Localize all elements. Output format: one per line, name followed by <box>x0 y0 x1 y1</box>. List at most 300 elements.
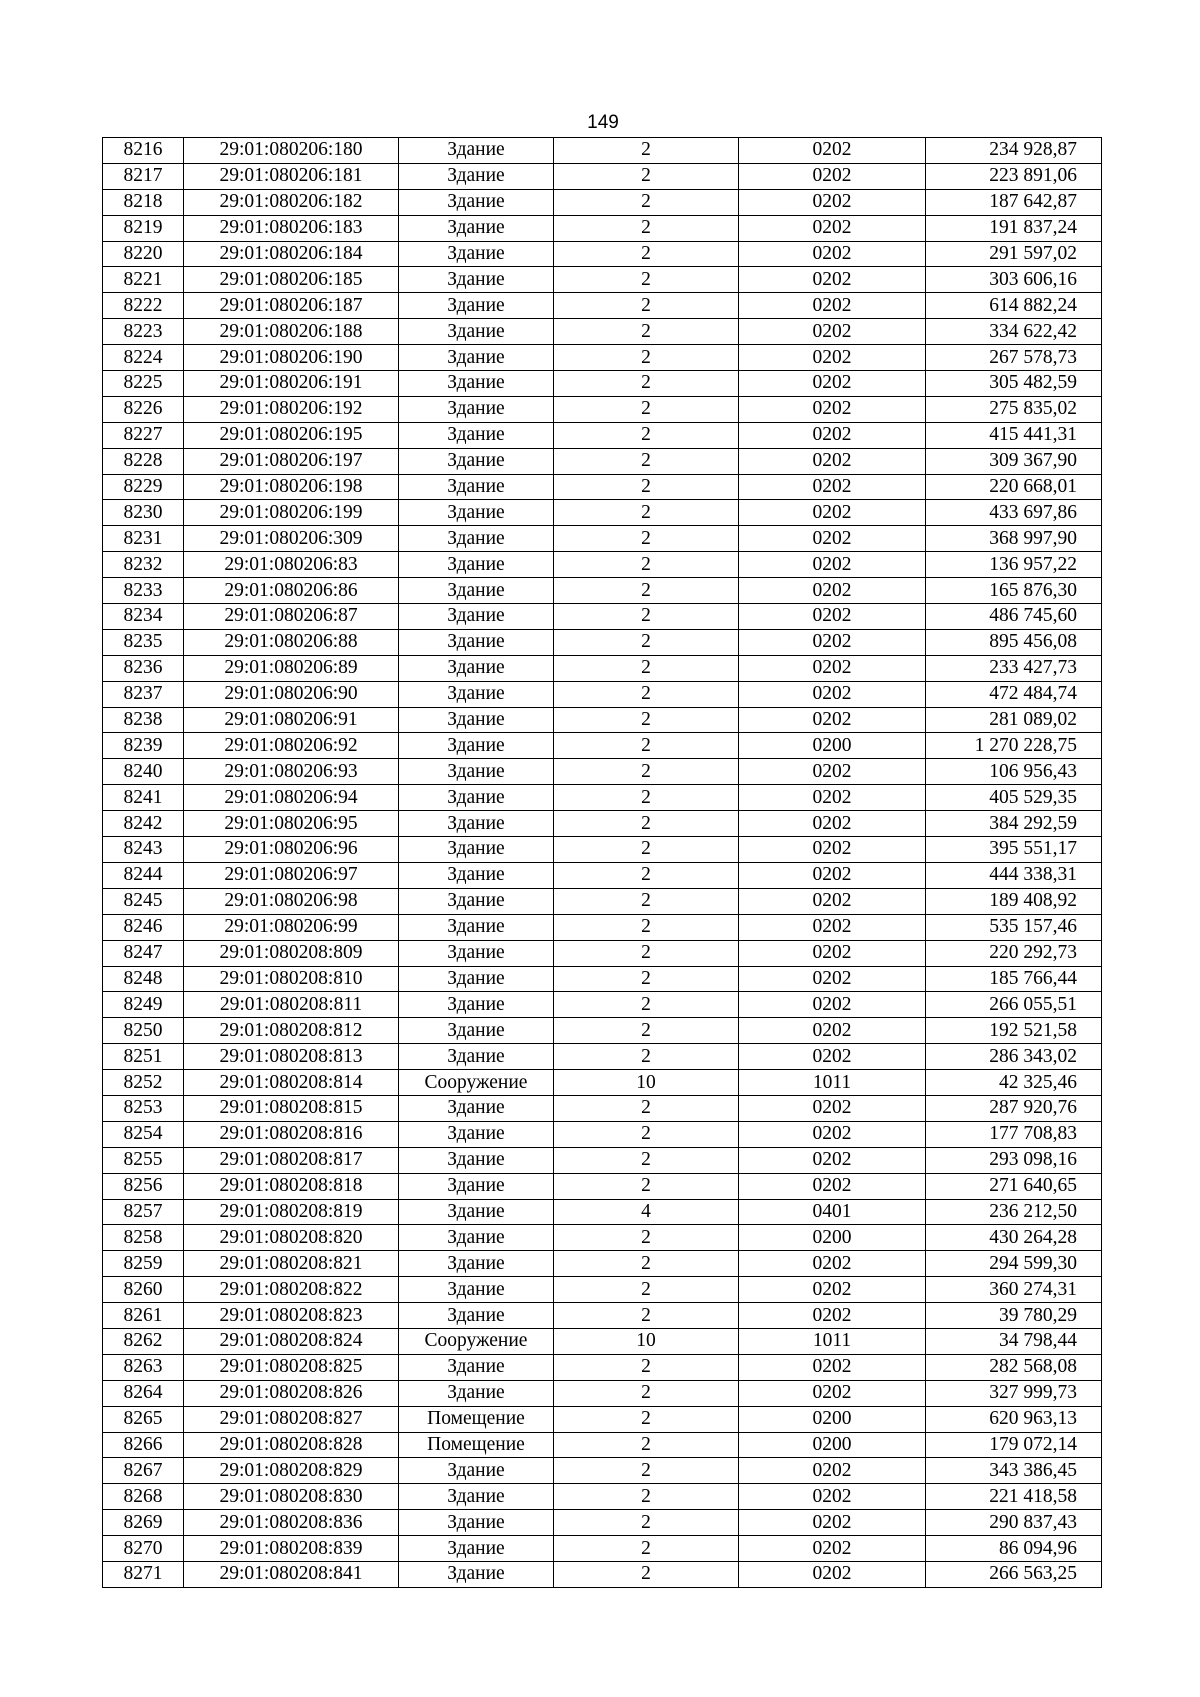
page-number <box>0 111 1200 135</box>
subgroup-code-cell: 0202 <box>739 1095 926 1121</box>
row-number-cell: 8230 <box>103 500 184 526</box>
subgroup-code-cell: 0202 <box>739 1173 926 1199</box>
subgroup-code-cell: 0202 <box>739 422 926 448</box>
row-number-cell: 8269 <box>103 1510 184 1536</box>
cadastral-number-cell: 29:01:080206:93 <box>184 759 399 785</box>
cadastral-number-cell: 29:01:080206:181 <box>184 163 399 189</box>
cadastral-number-cell: 29:01:080206:92 <box>184 733 399 759</box>
table-row <box>103 837 1102 863</box>
cadastral-value-cell: 39 780,29 <box>926 1303 1102 1329</box>
object-type-cell: Здание <box>399 552 554 578</box>
table-row <box>103 1095 1102 1121</box>
cadastral-value-cell: 327 999,73 <box>926 1380 1102 1406</box>
subgroup-code-cell: 0202 <box>739 604 926 630</box>
row-number-cell: 8229 <box>103 474 184 500</box>
object-type-cell: Здание <box>399 1510 554 1536</box>
table-row <box>103 319 1102 345</box>
cadastral-value-cell: 271 640,65 <box>926 1173 1102 1199</box>
object-type-cell: Здание <box>399 396 554 422</box>
table-row <box>103 371 1102 397</box>
table-row <box>103 1536 1102 1562</box>
object-type-cell: Здание <box>399 1225 554 1251</box>
object-type-cell: Здание <box>399 267 554 293</box>
table-row <box>103 163 1102 189</box>
group-code-cell: 2 <box>554 578 739 604</box>
subgroup-code-cell: 0202 <box>739 293 926 319</box>
row-number-cell: 8258 <box>103 1225 184 1251</box>
row-number-cell: 8239 <box>103 733 184 759</box>
table-row <box>103 189 1102 215</box>
cadastral-value-cell: 309 367,90 <box>926 448 1102 474</box>
cadastral-value-cell: 233 427,73 <box>926 655 1102 681</box>
subgroup-code-cell: 0202 <box>739 888 926 914</box>
table-row <box>103 1458 1102 1484</box>
object-type-cell: Здание <box>399 474 554 500</box>
cadastral-value-cell: 220 292,73 <box>926 940 1102 966</box>
object-type-cell: Здание <box>399 862 554 888</box>
cadastral-number-cell: 29:01:080206:94 <box>184 785 399 811</box>
table-row <box>103 345 1102 371</box>
object-type-cell: Здание <box>399 215 554 241</box>
cadastral-value-cell: 343 386,45 <box>926 1458 1102 1484</box>
table-row <box>103 733 1102 759</box>
row-number-cell: 8262 <box>103 1328 184 1354</box>
object-type-cell: Здание <box>399 1018 554 1044</box>
object-type-cell: Здание <box>399 1095 554 1121</box>
cadastral-number-cell: 29:01:080206:83 <box>184 552 399 578</box>
cadastral-number-cell: 29:01:080208:815 <box>184 1095 399 1121</box>
group-code-cell: 2 <box>554 1458 739 1484</box>
subgroup-code-cell: 0202 <box>739 396 926 422</box>
object-type-cell: Здание <box>399 914 554 940</box>
table-row <box>103 578 1102 604</box>
group-code-cell: 2 <box>554 345 739 371</box>
group-code-cell: 2 <box>554 319 739 345</box>
cadastral-value-cell: 620 963,13 <box>926 1406 1102 1432</box>
row-number-cell: 8244 <box>103 862 184 888</box>
row-number-cell: 8240 <box>103 759 184 785</box>
object-type-cell: Здание <box>399 293 554 319</box>
row-number-cell: 8241 <box>103 785 184 811</box>
subgroup-code-cell: 0202 <box>739 1484 926 1510</box>
object-type-cell: Сооружение <box>399 1328 554 1354</box>
row-number-cell: 8251 <box>103 1044 184 1070</box>
group-code-cell: 2 <box>554 1510 739 1536</box>
row-number-cell: 8235 <box>103 629 184 655</box>
row-number-cell: 8224 <box>103 345 184 371</box>
group-code-cell: 2 <box>554 914 739 940</box>
cadastral-value-cell: 305 482,59 <box>926 371 1102 397</box>
table-body <box>103 138 1102 1588</box>
row-number-cell: 8217 <box>103 163 184 189</box>
row-number-cell: 8236 <box>103 655 184 681</box>
row-number-cell: 8246 <box>103 914 184 940</box>
cadastral-value-cell: 234 928,87 <box>926 138 1102 164</box>
subgroup-code-cell: 1011 <box>739 1070 926 1096</box>
row-number-cell: 8231 <box>103 526 184 552</box>
object-type-cell: Здание <box>399 422 554 448</box>
cadastral-value-cell: 179 072,14 <box>926 1432 1102 1458</box>
cadastral-value-cell: 430 264,28 <box>926 1225 1102 1251</box>
cadastral-number-cell: 29:01:080208:819 <box>184 1199 399 1225</box>
table-row <box>103 940 1102 966</box>
row-number-cell: 8226 <box>103 396 184 422</box>
cadastral-number-cell: 29:01:080206:185 <box>184 267 399 293</box>
table-row <box>103 888 1102 914</box>
subgroup-code-cell: 0202 <box>739 785 926 811</box>
object-type-cell: Здание <box>399 1251 554 1277</box>
table-row <box>103 526 1102 552</box>
cadastral-value-cell: 282 568,08 <box>926 1354 1102 1380</box>
cadastral-number-cell: 29:01:080206:91 <box>184 707 399 733</box>
cadastral-value-cell: 165 876,30 <box>926 578 1102 604</box>
cadastral-number-cell: 29:01:080206:97 <box>184 862 399 888</box>
object-type-cell: Здание <box>399 837 554 863</box>
cadastral-number-cell: 29:01:080208:820 <box>184 1225 399 1251</box>
table-row <box>103 966 1102 992</box>
subgroup-code-cell: 0202 <box>739 707 926 733</box>
cadastral-number-cell: 29:01:080208:824 <box>184 1328 399 1354</box>
object-type-cell: Здание <box>399 448 554 474</box>
table-row <box>103 293 1102 319</box>
cadastral-value-cell: 293 098,16 <box>926 1147 1102 1173</box>
cadastral-value-cell: 220 668,01 <box>926 474 1102 500</box>
cadastral-number-cell: 29:01:080206:96 <box>184 837 399 863</box>
cadastral-value-cell: 185 766,44 <box>926 966 1102 992</box>
object-type-cell: Здание <box>399 1303 554 1329</box>
table-row <box>103 1277 1102 1303</box>
table-row <box>103 1328 1102 1354</box>
subgroup-code-cell: 0202 <box>739 629 926 655</box>
group-code-cell: 2 <box>554 759 739 785</box>
object-type-cell: Здание <box>399 138 554 164</box>
subgroup-code-cell: 0202 <box>739 552 926 578</box>
table-row <box>103 1199 1102 1225</box>
cadastral-value-cell: 106 956,43 <box>926 759 1102 785</box>
object-type-cell: Здание <box>399 733 554 759</box>
group-code-cell: 2 <box>554 681 739 707</box>
subgroup-code-cell: 0200 <box>739 1225 926 1251</box>
subgroup-code-cell: 0202 <box>739 1147 926 1173</box>
row-number-cell: 8265 <box>103 1406 184 1432</box>
row-number-cell: 8255 <box>103 1147 184 1173</box>
table-row <box>103 1251 1102 1277</box>
table-row <box>103 1406 1102 1432</box>
group-code-cell: 2 <box>554 163 739 189</box>
row-number-cell: 8233 <box>103 578 184 604</box>
group-code-cell: 2 <box>554 1251 739 1277</box>
group-code-cell: 2 <box>554 837 739 863</box>
cadastral-number-cell: 29:01:080208:836 <box>184 1510 399 1536</box>
subgroup-code-cell: 0202 <box>739 759 926 785</box>
row-number-cell: 8245 <box>103 888 184 914</box>
row-number-cell: 8252 <box>103 1070 184 1096</box>
group-code-cell: 2 <box>554 1303 739 1329</box>
row-number-cell: 8263 <box>103 1354 184 1380</box>
cadastral-value-cell: 42 325,46 <box>926 1070 1102 1096</box>
subgroup-code-cell: 0202 <box>739 811 926 837</box>
table-row <box>103 1303 1102 1329</box>
table-row <box>103 681 1102 707</box>
row-number-cell: 8237 <box>103 681 184 707</box>
cadastral-number-cell: 29:01:080206:198 <box>184 474 399 500</box>
cadastral-number-cell: 29:01:080206:95 <box>184 811 399 837</box>
cadastral-value-cell: 334 622,42 <box>926 319 1102 345</box>
group-code-cell: 2 <box>554 1536 739 1562</box>
subgroup-code-cell: 0202 <box>739 1303 926 1329</box>
object-type-cell: Здание <box>399 189 554 215</box>
object-type-cell: Здание <box>399 604 554 630</box>
cadastral-value-cell: 189 408,92 <box>926 888 1102 914</box>
subgroup-code-cell: 0202 <box>739 655 926 681</box>
row-number-cell: 8267 <box>103 1458 184 1484</box>
cadastral-value-cell: 267 578,73 <box>926 345 1102 371</box>
cadastral-value-cell: 266 563,25 <box>926 1561 1102 1587</box>
group-code-cell: 2 <box>554 888 739 914</box>
subgroup-code-cell: 0202 <box>739 1458 926 1484</box>
subgroup-code-cell: 0202 <box>739 1044 926 1070</box>
cadastral-value-cell: 177 708,83 <box>926 1121 1102 1147</box>
group-code-cell: 2 <box>554 604 739 630</box>
table-row <box>103 500 1102 526</box>
subgroup-code-cell: 0202 <box>739 500 926 526</box>
group-code-cell: 2 <box>554 733 739 759</box>
object-type-cell: Здание <box>399 1380 554 1406</box>
object-type-cell: Здание <box>399 1044 554 1070</box>
cadastral-value-cell: 221 418,58 <box>926 1484 1102 1510</box>
table-row <box>103 914 1102 940</box>
table-row <box>103 215 1102 241</box>
cadastral-number-cell: 29:01:080208:811 <box>184 992 399 1018</box>
group-code-cell: 2 <box>554 500 739 526</box>
row-number-cell: 8219 <box>103 215 184 241</box>
subgroup-code-cell: 0202 <box>739 1536 926 1562</box>
row-number-cell: 8271 <box>103 1561 184 1587</box>
object-type-cell: Помещение <box>399 1406 554 1432</box>
cadastral-value-cell: 472 484,74 <box>926 681 1102 707</box>
cadastral-value-cell: 405 529,35 <box>926 785 1102 811</box>
object-type-cell: Здание <box>399 966 554 992</box>
cadastral-number-cell: 29:01:080206:99 <box>184 914 399 940</box>
cadastral-value-cell: 187 642,87 <box>926 189 1102 215</box>
table-row <box>103 707 1102 733</box>
subgroup-code-cell: 0202 <box>739 267 926 293</box>
subgroup-code-cell: 0202 <box>739 1510 926 1536</box>
cadastral-number-cell: 29:01:080208:828 <box>184 1432 399 1458</box>
table-row <box>103 552 1102 578</box>
cadastral-number-cell: 29:01:080208:817 <box>184 1147 399 1173</box>
row-number-cell: 8247 <box>103 940 184 966</box>
subgroup-code-cell: 0202 <box>739 215 926 241</box>
row-number-cell: 8250 <box>103 1018 184 1044</box>
group-code-cell: 2 <box>554 862 739 888</box>
row-number-cell: 8260 <box>103 1277 184 1303</box>
cadastral-number-cell: 29:01:080208:814 <box>184 1070 399 1096</box>
cadastral-value-cell: 395 551,17 <box>926 837 1102 863</box>
object-type-cell: Здание <box>399 1561 554 1587</box>
cadastral-number-cell: 29:01:080208:813 <box>184 1044 399 1070</box>
object-type-cell: Здание <box>399 163 554 189</box>
object-type-cell: Здание <box>399 500 554 526</box>
cadastral-value-cell: 192 521,58 <box>926 1018 1102 1044</box>
group-code-cell: 2 <box>554 1277 739 1303</box>
table-row <box>103 138 1102 164</box>
table-row <box>103 241 1102 267</box>
row-number-cell: 8249 <box>103 992 184 1018</box>
group-code-cell: 2 <box>554 371 739 397</box>
group-code-cell: 2 <box>554 940 739 966</box>
cadastral-number-cell: 29:01:080208:823 <box>184 1303 399 1329</box>
row-number-cell: 8222 <box>103 293 184 319</box>
subgroup-code-cell: 0202 <box>739 345 926 371</box>
cadastral-value-cell: 236 212,50 <box>926 1199 1102 1225</box>
object-type-cell: Здание <box>399 1536 554 1562</box>
subgroup-code-cell: 0202 <box>739 1561 926 1587</box>
object-type-cell: Здание <box>399 888 554 914</box>
table-row <box>103 1354 1102 1380</box>
cadastral-value-cell: 415 441,31 <box>926 422 1102 448</box>
table-row <box>103 629 1102 655</box>
row-number-cell: 8256 <box>103 1173 184 1199</box>
cadastral-number-cell: 29:01:080208:839 <box>184 1536 399 1562</box>
object-type-cell: Здание <box>399 1277 554 1303</box>
subgroup-code-cell: 0202 <box>739 837 926 863</box>
object-type-cell: Здание <box>399 1199 554 1225</box>
row-number-cell: 8266 <box>103 1432 184 1458</box>
cadastral-number-cell: 29:01:080206:188 <box>184 319 399 345</box>
cadastral-value-cell: 281 089,02 <box>926 707 1102 733</box>
group-code-cell: 2 <box>554 992 739 1018</box>
subgroup-code-cell: 0202 <box>739 474 926 500</box>
cadastral-value-cell: 303 606,16 <box>926 267 1102 293</box>
subgroup-code-cell: 0202 <box>739 1354 926 1380</box>
subgroup-code-cell: 0202 <box>739 138 926 164</box>
cadastral-number-cell: 29:01:080206:191 <box>184 371 399 397</box>
object-type-cell: Здание <box>399 319 554 345</box>
table-row <box>103 1561 1102 1587</box>
cadastral-value-cell: 290 837,43 <box>926 1510 1102 1536</box>
cadastral-number-cell: 29:01:080206:98 <box>184 888 399 914</box>
row-number-cell: 8253 <box>103 1095 184 1121</box>
subgroup-code-cell: 1011 <box>739 1328 926 1354</box>
table-row <box>103 396 1102 422</box>
cadastral-value-cell: 287 920,76 <box>926 1095 1102 1121</box>
table-row <box>103 1121 1102 1147</box>
table-row <box>103 474 1102 500</box>
cadastral-number-cell: 29:01:080206:309 <box>184 526 399 552</box>
row-number-cell: 8243 <box>103 837 184 863</box>
cadastral-number-cell: 29:01:080206:187 <box>184 293 399 319</box>
group-code-cell: 2 <box>554 785 739 811</box>
group-code-cell: 2 <box>554 1173 739 1199</box>
subgroup-code-cell: 0202 <box>739 1277 926 1303</box>
group-code-cell: 2 <box>554 1044 739 1070</box>
cadastral-number-cell: 29:01:080208:812 <box>184 1018 399 1044</box>
row-number-cell: 8228 <box>103 448 184 474</box>
group-code-cell: 2 <box>554 552 739 578</box>
cadastral-number-cell: 29:01:080208:826 <box>184 1380 399 1406</box>
group-code-cell: 2 <box>554 1561 739 1587</box>
cadastral-number-cell: 29:01:080208:822 <box>184 1277 399 1303</box>
object-type-cell: Здание <box>399 629 554 655</box>
table-row <box>103 422 1102 448</box>
subgroup-code-cell: 0202 <box>739 1251 926 1277</box>
group-code-cell: 2 <box>554 474 739 500</box>
table-row <box>103 785 1102 811</box>
cadastral-value-cell: 275 835,02 <box>926 396 1102 422</box>
row-number-cell: 8248 <box>103 966 184 992</box>
cadastral-value-cell: 368 997,90 <box>926 526 1102 552</box>
table-row <box>103 1510 1102 1536</box>
object-type-cell: Здание <box>399 1354 554 1380</box>
object-type-cell: Здание <box>399 681 554 707</box>
group-code-cell: 2 <box>554 1484 739 1510</box>
object-type-cell: Здание <box>399 1173 554 1199</box>
table-row <box>103 1070 1102 1096</box>
object-type-cell: Здание <box>399 811 554 837</box>
cadastral-number-cell: 29:01:080206:89 <box>184 655 399 681</box>
row-number-cell: 8242 <box>103 811 184 837</box>
group-code-cell: 2 <box>554 1406 739 1432</box>
group-code-cell: 2 <box>554 1354 739 1380</box>
group-code-cell: 2 <box>554 526 739 552</box>
cadastral-number-cell: 29:01:080208:829 <box>184 1458 399 1484</box>
object-type-cell: Здание <box>399 526 554 552</box>
subgroup-code-cell: 0202 <box>739 189 926 215</box>
subgroup-code-cell: 0200 <box>739 733 926 759</box>
table-row <box>103 1044 1102 1070</box>
subgroup-code-cell: 0202 <box>739 862 926 888</box>
cadastral-value-cell: 384 292,59 <box>926 811 1102 837</box>
cadastral-value-cell: 266 055,51 <box>926 992 1102 1018</box>
row-number-cell: 8264 <box>103 1380 184 1406</box>
table-row <box>103 992 1102 1018</box>
cadastral-number-cell: 29:01:080206:192 <box>184 396 399 422</box>
row-number-cell: 8270 <box>103 1536 184 1562</box>
cadastral-number-cell: 29:01:080206:195 <box>184 422 399 448</box>
cadastral-number-cell: 29:01:080208:816 <box>184 1121 399 1147</box>
row-number-cell: 8223 <box>103 319 184 345</box>
row-number-cell: 8218 <box>103 189 184 215</box>
row-number-cell: 8259 <box>103 1251 184 1277</box>
subgroup-code-cell: 0200 <box>739 1432 926 1458</box>
object-type-cell: Сооружение <box>399 1070 554 1096</box>
row-number-cell: 8225 <box>103 371 184 397</box>
table-row <box>103 1018 1102 1044</box>
group-code-cell: 2 <box>554 215 739 241</box>
table-row <box>103 1225 1102 1251</box>
object-type-cell: Здание <box>399 1121 554 1147</box>
table-row <box>103 604 1102 630</box>
cadastral-value-cell: 136 957,22 <box>926 552 1102 578</box>
group-code-cell: 2 <box>554 1018 739 1044</box>
cadastral-value-cell: 360 274,31 <box>926 1277 1102 1303</box>
cadastral-value-cell: 535 157,46 <box>926 914 1102 940</box>
table-row <box>103 655 1102 681</box>
cadastral-number-cell: 29:01:080206:182 <box>184 189 399 215</box>
cadastral-number-cell: 29:01:080208:821 <box>184 1251 399 1277</box>
table-row <box>103 1380 1102 1406</box>
object-type-cell: Здание <box>399 345 554 371</box>
object-type-cell: Здание <box>399 241 554 267</box>
object-type-cell: Здание <box>399 707 554 733</box>
subgroup-code-cell: 0202 <box>739 163 926 189</box>
row-number-cell: 8254 <box>103 1121 184 1147</box>
subgroup-code-cell: 0202 <box>739 914 926 940</box>
subgroup-code-cell: 0401 <box>739 1199 926 1225</box>
subgroup-code-cell: 0202 <box>739 448 926 474</box>
group-code-cell: 2 <box>554 655 739 681</box>
